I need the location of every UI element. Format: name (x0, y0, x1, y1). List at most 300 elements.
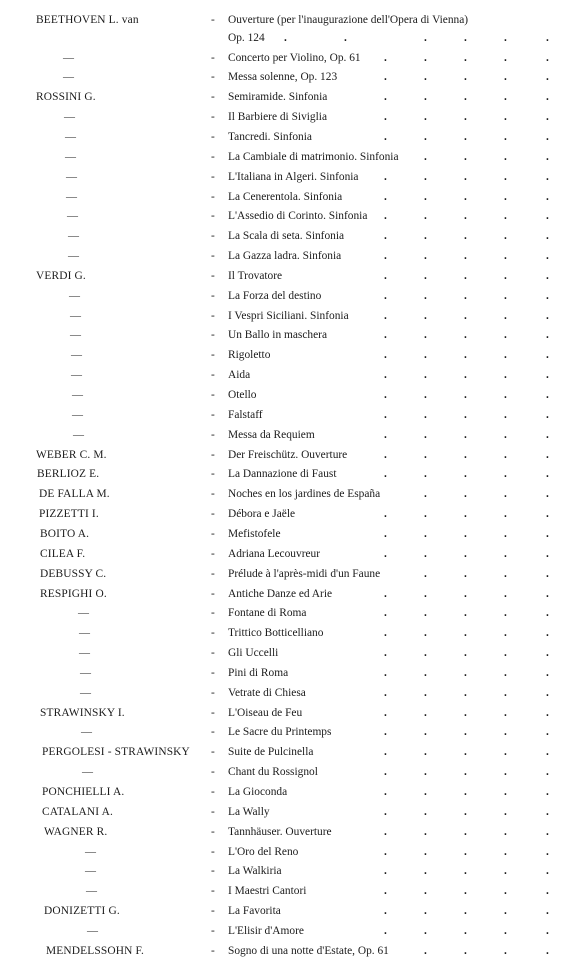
composer-ditto-mark: — (63, 71, 74, 84)
work-title: La Scala di seta. Sinfonia (228, 230, 345, 243)
catalog-entry (0, 803, 579, 823)
work-title: Prélude à l'après-midi d'un Faune (228, 567, 381, 580)
work-title: L'Assedio di Corinto. Sinfonia (228, 210, 368, 223)
leader-dot: . (384, 289, 387, 302)
leader-dot: . (546, 111, 549, 124)
leader-dot: . (504, 369, 507, 382)
catalog-entry (0, 406, 579, 426)
leader-dot: . (464, 31, 467, 44)
composer-ditto-mark: — (64, 111, 75, 124)
leader-dot: . (464, 905, 467, 918)
leader-dot: . (546, 488, 549, 501)
leader-dot: . (424, 448, 427, 461)
leader-dot: . (464, 250, 467, 263)
leader-dot: . (384, 647, 387, 660)
leader-dot: . (384, 210, 387, 223)
leader-dots (0, 406, 579, 426)
leader-dot: . (464, 825, 467, 838)
entry-separator: - (211, 567, 215, 580)
leader-dot: . (546, 845, 549, 858)
leader-dot: . (384, 91, 387, 104)
leader-dot: . (424, 190, 427, 203)
leader-dot: . (464, 71, 467, 84)
work-title: I Maestri Cantori (228, 885, 307, 898)
composer-name: RESPIGHI O. (40, 587, 107, 600)
catalog-entry (0, 267, 579, 287)
work-title: Mefistofele (228, 527, 281, 540)
leader-dot: . (504, 666, 507, 679)
leader-dot: . (464, 349, 467, 362)
leader-dot: . (424, 150, 427, 163)
leader-dot: . (384, 726, 387, 739)
leader-dot: . (384, 547, 387, 560)
entry-separator: - (211, 885, 215, 898)
leader-dot: . (424, 31, 427, 44)
work-title: La Gazza ladra. Sinfonia (228, 250, 342, 263)
leader-dot: . (504, 885, 507, 898)
catalog-entry (0, 128, 579, 148)
leader-dot: . (504, 51, 507, 64)
leader-dot: . (464, 329, 467, 342)
composer-name: MENDELSSOHN F. (46, 944, 145, 957)
catalog-entry (0, 565, 579, 585)
catalog-entry (0, 227, 579, 247)
entry-separator: - (211, 349, 215, 362)
leader-dot: . (284, 31, 287, 44)
leader-dot: . (546, 567, 549, 580)
work-title-continuation: Op. 124 (228, 31, 265, 44)
composer-ditto-mark: — (70, 309, 81, 322)
catalog-entry (0, 743, 579, 763)
leader-dot: . (384, 607, 387, 620)
work-title: La Forza del destino (228, 289, 322, 302)
leader-dot: . (504, 845, 507, 858)
leader-dot: . (424, 309, 427, 322)
leader-dot: . (504, 527, 507, 540)
leader-dot: . (384, 468, 387, 481)
catalog-entry (0, 843, 579, 863)
entry-separator: - (211, 230, 215, 243)
work-title: Chant du Rossignol (228, 766, 318, 779)
catalog-entry (0, 168, 579, 188)
leader-dot: . (546, 31, 549, 44)
entry-separator: - (211, 329, 215, 342)
leader-dot: . (546, 210, 549, 223)
leader-dot: . (546, 786, 549, 798)
catalog-entry (0, 426, 579, 446)
leader-dot: . (504, 607, 507, 620)
catalog-entry (0, 307, 579, 327)
catalog-entry (0, 922, 579, 942)
composer-ditto-mark: — (65, 150, 76, 163)
entry-separator: - (211, 924, 215, 937)
leader-dot: . (424, 924, 427, 937)
leader-dot: . (464, 190, 467, 203)
composer-ditto-mark: — (68, 250, 79, 263)
leader-dot: . (504, 389, 507, 401)
entry-separator: - (211, 666, 215, 679)
composer-name: ROSSINI G. (36, 91, 96, 104)
leader-dot: . (546, 130, 549, 143)
leader-dot: . (546, 607, 549, 620)
leader-dot: . (424, 746, 427, 759)
leader-dot: . (546, 944, 549, 957)
leader-dot: . (424, 607, 427, 620)
work-title: I Vespri Siciliani. Sinfonia (228, 309, 349, 322)
leader-dot: . (546, 448, 549, 461)
work-title: Noches en los jardines de España (228, 488, 381, 501)
composer-ditto-mark: — (66, 170, 77, 183)
work-title: La Walkiria (228, 865, 282, 878)
composer-name: WAGNER R. (44, 825, 108, 838)
leader-dot: . (546, 746, 549, 759)
leader-dot: . (464, 726, 467, 739)
leader-dot: . (424, 766, 427, 779)
leader-dot: . (504, 587, 507, 600)
leader-dot: . (424, 428, 427, 441)
leader-dot: . (546, 587, 549, 600)
leader-dot: . (464, 111, 467, 124)
work-title: L'Oiseau de Feu (228, 706, 303, 719)
leader-dot: . (504, 71, 507, 84)
leader-dot: . (546, 627, 549, 640)
entry-separator: - (211, 210, 215, 223)
leader-dot: . (504, 567, 507, 580)
leader-dot: . (424, 250, 427, 263)
composer-ditto-mark: — (79, 627, 90, 640)
leader-dot: . (464, 369, 467, 382)
work-title: L'Elisir d'Amore (228, 924, 304, 937)
leader-dot: . (546, 547, 549, 560)
leader-dot: . (546, 666, 549, 679)
catalog-entry (0, 763, 579, 783)
leader-dot: . (384, 706, 387, 719)
composer-ditto-mark: — (70, 329, 81, 342)
entry-separator: - (211, 825, 215, 838)
composer-ditto-mark: — (68, 230, 79, 243)
leader-dot: . (504, 647, 507, 660)
work-title: La Cenerentola. Sinfonia (228, 190, 343, 203)
entry-separator: - (211, 51, 215, 64)
leader-dot: . (424, 71, 427, 84)
entry-separator: - (211, 170, 215, 183)
leader-dot: . (384, 527, 387, 540)
composer-name: PIZZETTI I. (39, 508, 99, 521)
catalog-entry (0, 465, 579, 485)
catalog-entry (0, 604, 579, 624)
leader-dot: . (464, 706, 467, 719)
catalog-entry (0, 287, 579, 307)
composer-name: VERDI G. (36, 269, 86, 282)
leader-dot: . (546, 924, 549, 937)
leader-dot: . (504, 488, 507, 501)
leader-dot: . (424, 885, 427, 898)
entry-separator: - (211, 627, 215, 640)
entry-separator: - (211, 726, 215, 739)
leader-dots (0, 267, 579, 287)
composer-name: BOITO A. (40, 527, 90, 540)
catalog-entry (0, 545, 579, 565)
leader-dot: . (546, 289, 549, 302)
leader-dot: . (464, 428, 467, 441)
leader-dot: . (546, 726, 549, 739)
work-title: Falstaff (228, 408, 263, 421)
composer-name: STRAWINSKY I. (40, 706, 125, 719)
entry-separator: - (211, 428, 215, 441)
leader-dot: . (504, 865, 507, 878)
leader-dot: . (384, 408, 387, 421)
leader-dot: . (424, 825, 427, 838)
leader-dot: . (504, 746, 507, 759)
entry-separator: - (211, 389, 215, 401)
leader-dot: . (504, 627, 507, 640)
leader-dot: . (546, 408, 549, 421)
leader-dot: . (504, 309, 507, 322)
catalog-entry (0, 723, 579, 743)
work-title: Suite de Pulcinella (228, 746, 314, 759)
leader-dot: . (464, 230, 467, 243)
composer-ditto-mark: — (85, 865, 96, 878)
catalog-entry (0, 88, 579, 108)
leader-dot: . (546, 527, 549, 540)
catalog-entry (0, 207, 579, 227)
composer-ditto-mark: — (67, 210, 78, 223)
leader-dot: . (546, 647, 549, 660)
leader-dots (0, 386, 579, 406)
leader-dot: . (464, 91, 467, 104)
work-title: Il Barbiere di Siviglia (228, 111, 328, 124)
composer-ditto-mark: — (82, 766, 93, 779)
catalog-entry (0, 148, 579, 168)
leader-dot: . (546, 329, 549, 342)
leader-dot: . (464, 885, 467, 898)
leader-dot: . (546, 706, 549, 719)
work-title: L'Italiana in Algeri. Sinfonia (228, 170, 359, 183)
leader-dot: . (424, 230, 427, 243)
leader-dot: . (384, 508, 387, 521)
work-title: Trittico Botticelliano (228, 627, 324, 640)
composer-name: PONCHIELLI A. (42, 786, 125, 798)
leader-dot: . (504, 408, 507, 421)
leader-dot: . (504, 210, 507, 223)
leader-dot: . (546, 468, 549, 481)
leader-dot: . (504, 428, 507, 441)
work-title: Messa solenne, Op. 123 (228, 71, 338, 84)
leader-dot: . (546, 369, 549, 382)
leader-dot: . (546, 170, 549, 183)
composer-ditto-mark: — (66, 190, 77, 203)
entry-separator: - (211, 527, 215, 540)
leader-dot: . (424, 686, 427, 699)
catalog-entry (0, 624, 579, 644)
leader-dot: . (504, 329, 507, 342)
leader-dot: . (504, 349, 507, 362)
leader-dot: . (504, 547, 507, 560)
leader-dot: . (504, 111, 507, 124)
entry-separator: - (211, 369, 215, 382)
leader-dot: . (464, 786, 467, 798)
entry-separator: - (211, 845, 215, 858)
leader-dot: . (424, 130, 427, 143)
leader-dot: . (546, 91, 549, 104)
leader-dot: . (464, 587, 467, 600)
leader-dot: . (546, 508, 549, 521)
leader-dot: . (384, 845, 387, 858)
leader-dot: . (504, 269, 507, 282)
entry-separator: - (211, 130, 215, 143)
leader-dot: . (504, 786, 507, 798)
leader-dot: . (504, 91, 507, 104)
leader-dot: . (546, 885, 549, 898)
catalog-entry (0, 326, 579, 346)
leader-dot: . (504, 190, 507, 203)
leader-dot: . (464, 309, 467, 322)
entry-separator: - (211, 647, 215, 660)
leader-dot: . (464, 408, 467, 421)
leader-dot: . (384, 389, 387, 401)
entry-separator: - (211, 309, 215, 322)
leader-dot: . (384, 825, 387, 838)
work-title: La Gioconda (228, 786, 288, 798)
entry-separator: - (211, 508, 215, 521)
catalog-entry (0, 68, 579, 88)
leader-dot: . (464, 527, 467, 540)
leader-dots (0, 29, 579, 49)
leader-dot: . (424, 666, 427, 679)
leader-dot: . (424, 269, 427, 282)
leader-dots (0, 346, 579, 366)
work-title: Gli Uccelli (228, 647, 279, 660)
work-title: Antiche Danze ed Arie (228, 587, 333, 600)
composer-name: WEBER C. M. (36, 448, 107, 461)
catalog-entry (0, 386, 579, 406)
entry-separator: - (211, 766, 215, 779)
leader-dot: . (464, 607, 467, 620)
work-title: Messa da Requiem (228, 428, 315, 441)
catalog-entry (0, 346, 579, 366)
leader-dot: . (464, 805, 467, 818)
leader-dot: . (464, 766, 467, 779)
work-title: Aida (228, 369, 251, 382)
composer-ditto-mark: — (72, 408, 83, 421)
leader-dot: . (504, 289, 507, 302)
leader-dot: . (504, 230, 507, 243)
leader-dot: . (424, 944, 427, 957)
leader-dot: . (546, 250, 549, 263)
leader-dot: . (384, 309, 387, 322)
composer-ditto-mark: — (85, 845, 96, 858)
catalog-entry (0, 49, 579, 69)
leader-dot: . (384, 170, 387, 183)
entry-separator: - (211, 250, 215, 263)
entry-separator: - (211, 408, 215, 421)
leader-dot: . (504, 468, 507, 481)
catalog-entry (0, 505, 579, 525)
leader-dot: . (504, 170, 507, 183)
composer-name: CATALANI A. (42, 805, 113, 818)
entry-separator: - (211, 587, 215, 600)
entry-separator: - (211, 706, 215, 719)
entry-separator: - (211, 865, 215, 878)
work-title: L'Oro del Reno (228, 845, 299, 858)
composer-name: DONIZETTI G. (44, 905, 120, 918)
leader-dot: . (546, 686, 549, 699)
catalog-entry (0, 902, 579, 922)
composer-ditto-mark: — (71, 369, 82, 382)
leader-dot: . (546, 766, 549, 779)
work-title: La Wally (228, 805, 270, 818)
leader-dot: . (384, 686, 387, 699)
leader-dot: . (504, 448, 507, 461)
work-title: Otello (228, 389, 257, 401)
leader-dot: . (384, 666, 387, 679)
leader-dot: . (424, 567, 427, 580)
leader-dot: . (504, 944, 507, 957)
leader-dot: . (384, 924, 387, 937)
leader-dot: . (464, 448, 467, 461)
leader-dot: . (384, 448, 387, 461)
composer-ditto-mark: — (78, 607, 89, 620)
leader-dot: . (424, 369, 427, 382)
work-title: La Dannazione di Faust (228, 468, 337, 481)
catalog-entry (0, 485, 579, 505)
work-title: Tancredi. Sinfonia (228, 130, 312, 143)
leader-dot: . (424, 647, 427, 660)
work-title: Semiramide. Sinfonia (228, 91, 328, 104)
leader-dot: . (504, 508, 507, 521)
composer-ditto-mark: — (80, 686, 91, 699)
work-title: Sogno di una notte d'Estate, Op. 61 (228, 944, 389, 957)
leader-dot: . (384, 786, 387, 798)
leader-dot: . (504, 766, 507, 779)
work-title: Le Sacre du Printemps (228, 726, 332, 739)
catalog-entry (0, 664, 579, 684)
leader-dot: . (464, 269, 467, 282)
leader-dot: . (384, 905, 387, 918)
composer-ditto-mark: — (73, 428, 84, 441)
catalog-entry (0, 704, 579, 724)
entry-separator: - (211, 289, 215, 302)
leader-dot: . (384, 885, 387, 898)
leader-dot: . (546, 389, 549, 401)
catalog-entry (0, 882, 579, 902)
leader-dot: . (546, 51, 549, 64)
leader-dot: . (546, 825, 549, 838)
catalog-entry (0, 823, 579, 843)
composer-name: BERLIOZ E. (37, 468, 100, 481)
leader-dot: . (504, 805, 507, 818)
leader-dot: . (384, 369, 387, 382)
catalog-entry (0, 783, 579, 803)
leader-dot: . (504, 686, 507, 699)
catalog-entry (0, 525, 579, 545)
leader-dot: . (464, 686, 467, 699)
work-title: Pini di Roma (228, 666, 289, 679)
leader-dot: . (546, 269, 549, 282)
catalog-entry (0, 942, 579, 962)
leader-dot: . (384, 428, 387, 441)
leader-dot: . (384, 250, 387, 263)
leader-dot: . (464, 647, 467, 660)
leader-dot: . (424, 865, 427, 878)
leader-dot: . (546, 309, 549, 322)
entry-separator: - (211, 805, 215, 818)
leader-dot: . (546, 349, 549, 362)
leader-dot: . (424, 587, 427, 600)
leader-dot: . (504, 130, 507, 143)
leader-dot: . (384, 805, 387, 818)
leader-dot: . (464, 488, 467, 501)
